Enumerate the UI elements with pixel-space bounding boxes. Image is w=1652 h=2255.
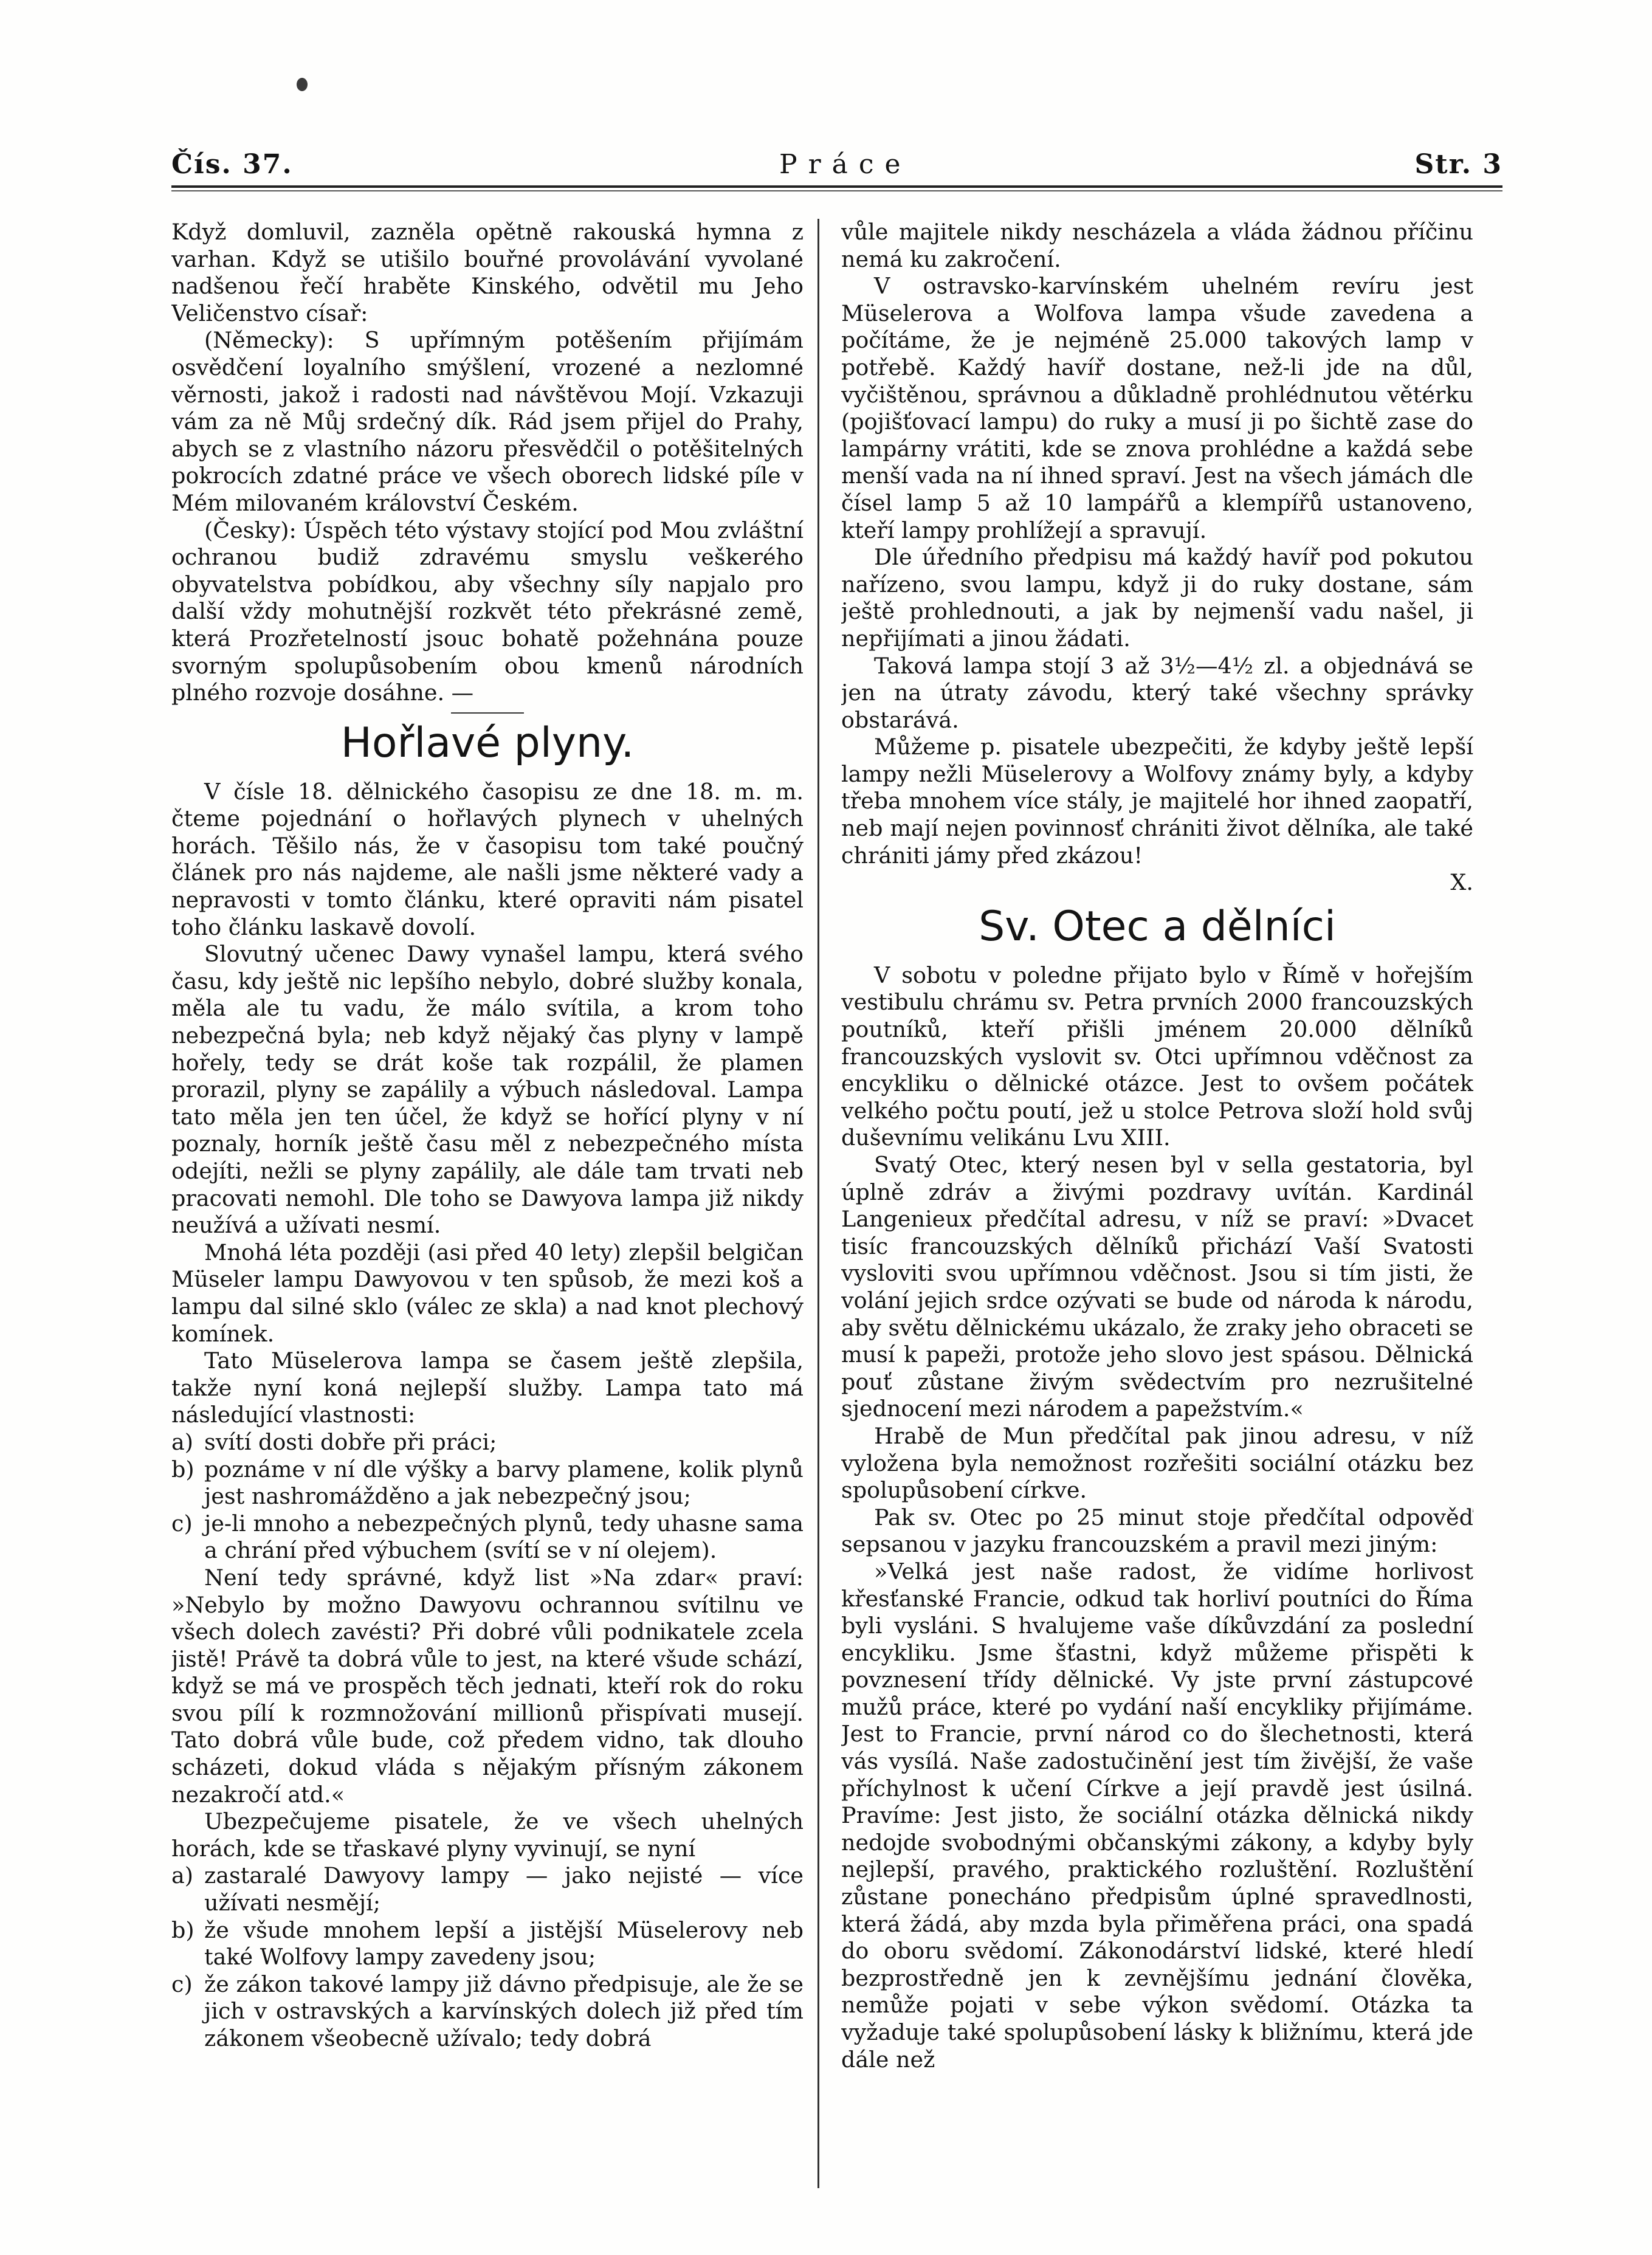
issue-number: Čís. 37. [171, 149, 293, 180]
paragraph: (Německy): S upřímným potěšením přijímám osvědčení loyalního smýšlení, vrozené a nezlomné věrnosti, jakož i radosti nad návštěvou Mojí. Vzkazuji vám za ně Můj srdečný dík. Rád jsem přijel do Prahy, abych se z vlastního názoru přesvědčil o potěšitelných pokrocích zdatné práce ve všech oborech lidské píle v Mém milovaném království Českém. [171, 327, 804, 516]
signature-row [841, 869, 1473, 897]
paragraph: Hrabě de Mun předčítal pak jinou adresu, v níž vyložena byla nemožnost rozřešiti sociální otázku bez spolupůsobení církve. [841, 1422, 1473, 1504]
paragraph: Dle úředního předpisu má každý havíř pod pokutou nařízeno, svou lampu, když ji do ruky dostane, sám ještě prohlednouti, a jak by nejmenší vadu našel, ji nepřijímati a jinou žádati. [841, 544, 1473, 652]
paragraph: vůle majitele nikdy nescházela a vláda žádnou příčinu nemá ku zakročení. [841, 219, 1473, 272]
paragraph: Mnohá léta později (asi před 40 lety) zlepšil belgičan Müseler lampu Dawyovou v ten spůsob, že mezi koš a lampu dal silné sklo (válec ze skla) a nad knot plechový komínek. [171, 1239, 804, 1347]
scan-speck [297, 78, 308, 91]
list-item: a) zastaralé Dawyovy lampy — jako nejisté — více užívati nesmějí; [171, 1862, 804, 1916]
separator [171, 707, 804, 713]
paragraph: Slovutný učenec Dawy vynašel lampu, která svého času, kdy ještě nic lepšího nebylo, dobré služby konala, měla ale tu vadu, že málo svítila, a krom toho nebezpečná byla; neb když nějaký čas plyny v lampě hořely, tedy se drát koše tak rozpálil, že plamen prorazil, plyny se zapálily a výbuch následoval. Lampa tato měla jen ten účel, že když se hořící plyny v ní poznaly, horník ještě času měl z nebezpečného místa odejíti, nežli se plyny zapálily, ale dále tam trvati neb pracovati nemohl. Dle toho se Dawyova lampa již nikdy neužívá a užívati nesmí. [171, 941, 804, 1239]
paragraph: Taková lampa stojí 3 až 3½—4½ zl. a objednává se jen na útraty závodu, který také všechny správky obstarává. [841, 652, 1473, 733]
paragraph: V sobotu v poledne přijato bylo v Římě v hořejším vestibulu chrámu sv. Petra prvních 2000 francouzských poutníků, kteří přišli jménem 20.000 dělníků francouzských vyslovit sv. Otci upřímnou vděčnost za encykliku o dělnické otázce. Jest to ovšem počátek velkého počtu poutí, jež u stolce Petrova složí hold svůj duševnímu velikánu Lvu XIII. [841, 962, 1473, 1151]
list-item: b) poznáme v ní dle výšky a barvy plamene, kolik plynů jest nashromážděno a jak nebezpečný jsou; [171, 1456, 804, 1510]
page-number: Str. 3 [1414, 149, 1502, 180]
paragraph: Není tedy správné, když list »Na zdar« praví: »Nebylo by možno Dawyovu ochrannou svítilnu ve všech dolech zavésti? Při dobré vůli podnikatele zcela jistě! Právě ta dobrá vůle to jest, na které všude schází, když se má ve prospěch těch jednati, kteří rok do roku svou pílí k rozmnožování millionů přispívati musejí. Tato dobrá vůle bude, což předem vidno, tak dlouho scházeti, dokud vláda s nějakým přísným zákonem nezakročí atd.« [171, 1564, 804, 1808]
properties-list [171, 1429, 804, 1565]
article-heading: Sv. Otec a dělníci [979, 902, 1336, 951]
left-column [171, 219, 804, 2188]
paragraph: Pak sv. Otec po 25 minut stoje předčítal odpověď sepsanou v jazyku francouzském a pravil mezi jiným: [841, 1504, 1473, 1558]
right-column [841, 219, 1473, 2188]
paragraph: »Velká jest naše radost, že vidíme horlivost křesťanské Francie, odkud tak horliví poutníci do Říma byli vysláni. S hvalujeme vaše díkůvzdání za poslední encykliku. Jsme šťastni, když můžeme přispěti k povznesení třídy dělnické. Vy jste první zástupcové mužů práce, které po vydání naší encykliky přijímáme. Jest to Francie, první národ co do šlechetnosti, která vás vysílá. Naše zadostučinění jest tím živější, že vaše příchylnost k učení Církve a její pravdě jest úsilná. Pravíme: Jest jisto, že sociální otázka dělnická nikdy nedojde svobodnými občanskými zákony, a kdyby byly nejlepší, pravého, praktického rozluštění. Rozluštění zůstane ponecháno předpisům úplné spravedlnosti, která žádá, aby mzda byla přiměřena práci, ona spadá do oboru svědomí. Zákonodárství lidské, které hledí bezprostředně jen k zevnějšímu jednání člověka, nemůže pojati v sebe výkon svědomí. Otázka ta vyžaduje také spolupůsobení lásky k bližnímu, která jde dále než [841, 1558, 1473, 2073]
paragraph: Svatý Otec, který nesen byl v sella gestatoria, byl úplně zdráv a živými pozdravy uvítán. Kardinál Langenieux předčítal adresu, v níž se praví: »Dvacet tisíc francouzských dělníků přichází Vaší Svatosti vysloviti svou upřímnou vděčnost. Jsou si tím jisti, že volání jejich srdce ozývati se bude od národa k národu, aby světu dělnickému ukázalo, že zraky jeho obraceti se musí k papeži, protože jeho slovo jest spásou. Dělnická pouť zůstane živým svědectvím pro nezrušitelné sjednocení mezi národem a papežstvím.« [841, 1152, 1473, 1422]
header-rule-thin [171, 190, 1502, 191]
list-item: c) je-li mnoho a nebezpečných plynů, tedy uhasne sama a chrání před výbuchem (svítí se v ní olejem). [171, 1510, 804, 1564]
header-rule [171, 185, 1502, 188]
paragraph: V čísle 18. dělnického časopisu ze dne 18. m. m. čteme pojednání o hořlavých plynech v uhelných horách. Těšilo nás, že v časopisu tom také poučný článek pro nás najdeme, ale našli jsme některé vady a nepravosti v tomto článku, které opraviti nám pisatel toho článku laskavě dovolí. [171, 778, 804, 940]
paragraph: Tato Müselerova lampa se časem ještě zlepšila, takže nyní koná nejlepší služby. Lampa tato má následující vlastnosti: [171, 1348, 804, 1428]
list-item: c) že zákon takové lampy již dávno předpisuje, ale že se jich v ostravských a karvínských dolech již před tím zákonem všeobecně užívalo; tedy dobrá [171, 1971, 804, 2051]
newspaper-title: Práce [779, 149, 912, 180]
paragraph: V ostravsko-karvínském uhelném revíru jest Müselerova a Wolfova lampa všude zavedena a počítáme, že je nejméně 25.000 takových lamp v potřebě. Každý havíř dostane, než-li jde na důl, vyčištěnou, správnou a důkladně prohlédnutou větérku (pojišťovací lampu) do ruky a musí ji po šichtě zase do lampárny vrátiti, kde se znova prohlédne a každá sebe menší vada na ní ihned spraví. Jest na všech jámách dle čísel lamp 5 až 10 lampářů a klempířů ustanoveno, kteří lampy prohlížejí a spravují. [841, 273, 1473, 543]
paragraph: Ubezpečujeme pisatele, že ve všech uhelných horách, kde se třaskavé plyny vyvinují, se nyní [171, 1808, 804, 1862]
article-heading: Hořlavé plyny. [340, 718, 635, 767]
facts-list [171, 1862, 804, 2052]
page-header [171, 149, 1502, 185]
column-divider [817, 219, 819, 2188]
list-item: a) svítí dosti dobře při práci; [171, 1428, 497, 1455]
author-signature: X. [1450, 869, 1473, 896]
paragraph: Můžeme p. pisatele ubezpečiti, že kdyby ještě lepší lampy nežli Müselerovy a Wolfovy známy byly, a kdyby třeba mnohem více stály, je majitelé hor ihned zaopatří, neb mají nejen povinnosť chrániti život dělníka, ale také chrániti jámy před zkázou! [841, 734, 1473, 869]
list-item: b) že všude mnohem lepší a jistější Müselerovy neb také Wolfovy lampy zavedeny jsou; [171, 1916, 804, 1971]
paragraph: Když domluvil, zazněla opětně rakouská hymna z varhan. Když se utišilo bouřné provolávání vyvolané nadšenou řečí hraběte Kinského, odvětil mu Jeho Veličenstvo císař: [171, 219, 804, 326]
paragraph: (Česky): Úspěch této výstavy stojící pod Mou zvláštní ochranou budiž zdravému smyslu veškerého obyvatelstva pobídkou, aby všechny síly napjalo pro další vždy mohutnější rozkvět této překrásné země, která Prozřetelností jsouc bohatě požehnána pouze svorným spolupůsobením obou kmenů národních plného rozvoje dosáhne. — [171, 517, 804, 706]
